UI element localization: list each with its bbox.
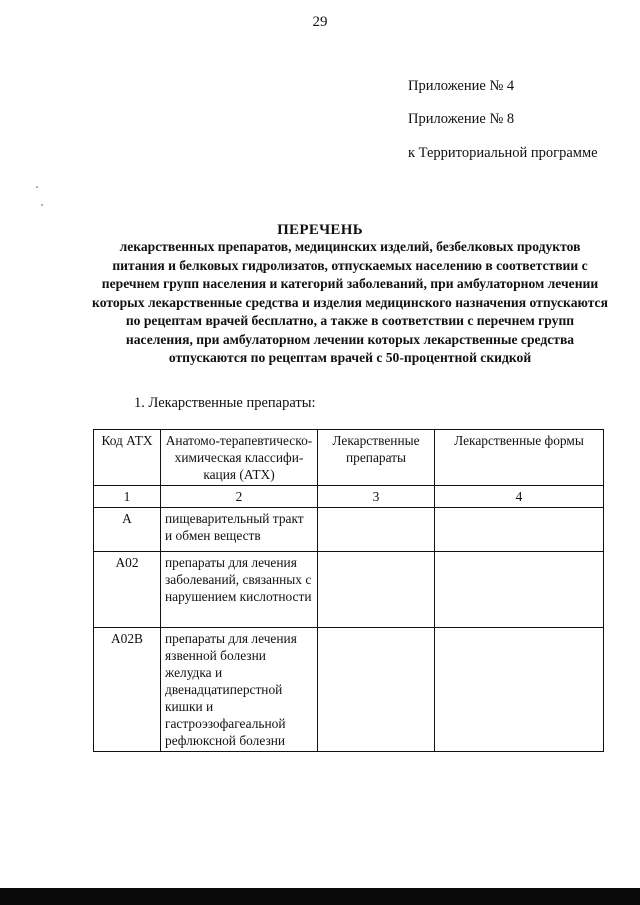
header-classification: Анатомо-терапевтическо-химическая классифи-кация (АТХ) [161,430,318,486]
atx-code: А02В [94,628,161,752]
scan-bottom-edge [0,888,640,905]
atx-preparations [318,508,435,552]
table-header-row [94,430,604,486]
section-heading: 1. Лекарственные препараты: [134,395,316,411]
atx-classification: препараты для лечения язвенной болезни желудка и двенадцатиперстной кишки и гастроэзофагеальной рефлюксной болезни [161,628,318,752]
header-preparations: Лекарственные препараты [318,430,435,486]
scan-speck [36,186,38,188]
scan-speck [41,204,43,206]
atx-code: А [94,508,161,552]
appendix-line-1: Приложение № 4 [408,78,515,94]
atx-preparations [318,628,435,752]
column-number: 3 [318,486,435,508]
column-number-row [94,486,604,508]
document-title: ПЕРЕЧЕНЬ [277,222,363,238]
column-number: 4 [435,486,604,508]
header-forms: Лекарственные формы [435,430,604,486]
atx-classification: пищеварительный тракт и обмен веществ [161,508,318,552]
atx-classification: препараты для лечения заболеваний, связанных с нарушением кислотности [161,552,318,628]
table-row [94,628,604,752]
column-number: 2 [161,486,318,508]
atx-table [93,429,604,752]
appendix-line-3: к Территориальной программе [408,145,598,161]
page-number: 29 [312,14,328,30]
atx-forms [435,508,604,552]
document-subtitle: лекарственных препаратов, медицинских изделий, безбелковых продуктов питания и белковых гидролизатов, отпускаемых населению в соответствии с перечнем групп населения и категорий заболеваний, при амбулаторном лечении которых лекарственные средства и изделия медицинского назначения отпускаются по рецептам врачей бесплатно, а также в соответствии с перечнем групп населения, при амбулаторном лечении которых лекарственные средства отпускаются по рецептам врачей с 50-процентной скидкой [92,239,608,365]
atx-forms [435,552,604,628]
table-row [94,552,604,628]
header-code: Код АТХ [94,430,161,486]
column-number: 1 [94,486,161,508]
table-row [94,508,604,552]
atx-preparations [318,552,435,628]
atx-code: А02 [94,552,161,628]
atx-forms [435,628,604,752]
appendix-line-2: Приложение № 8 [408,111,515,127]
